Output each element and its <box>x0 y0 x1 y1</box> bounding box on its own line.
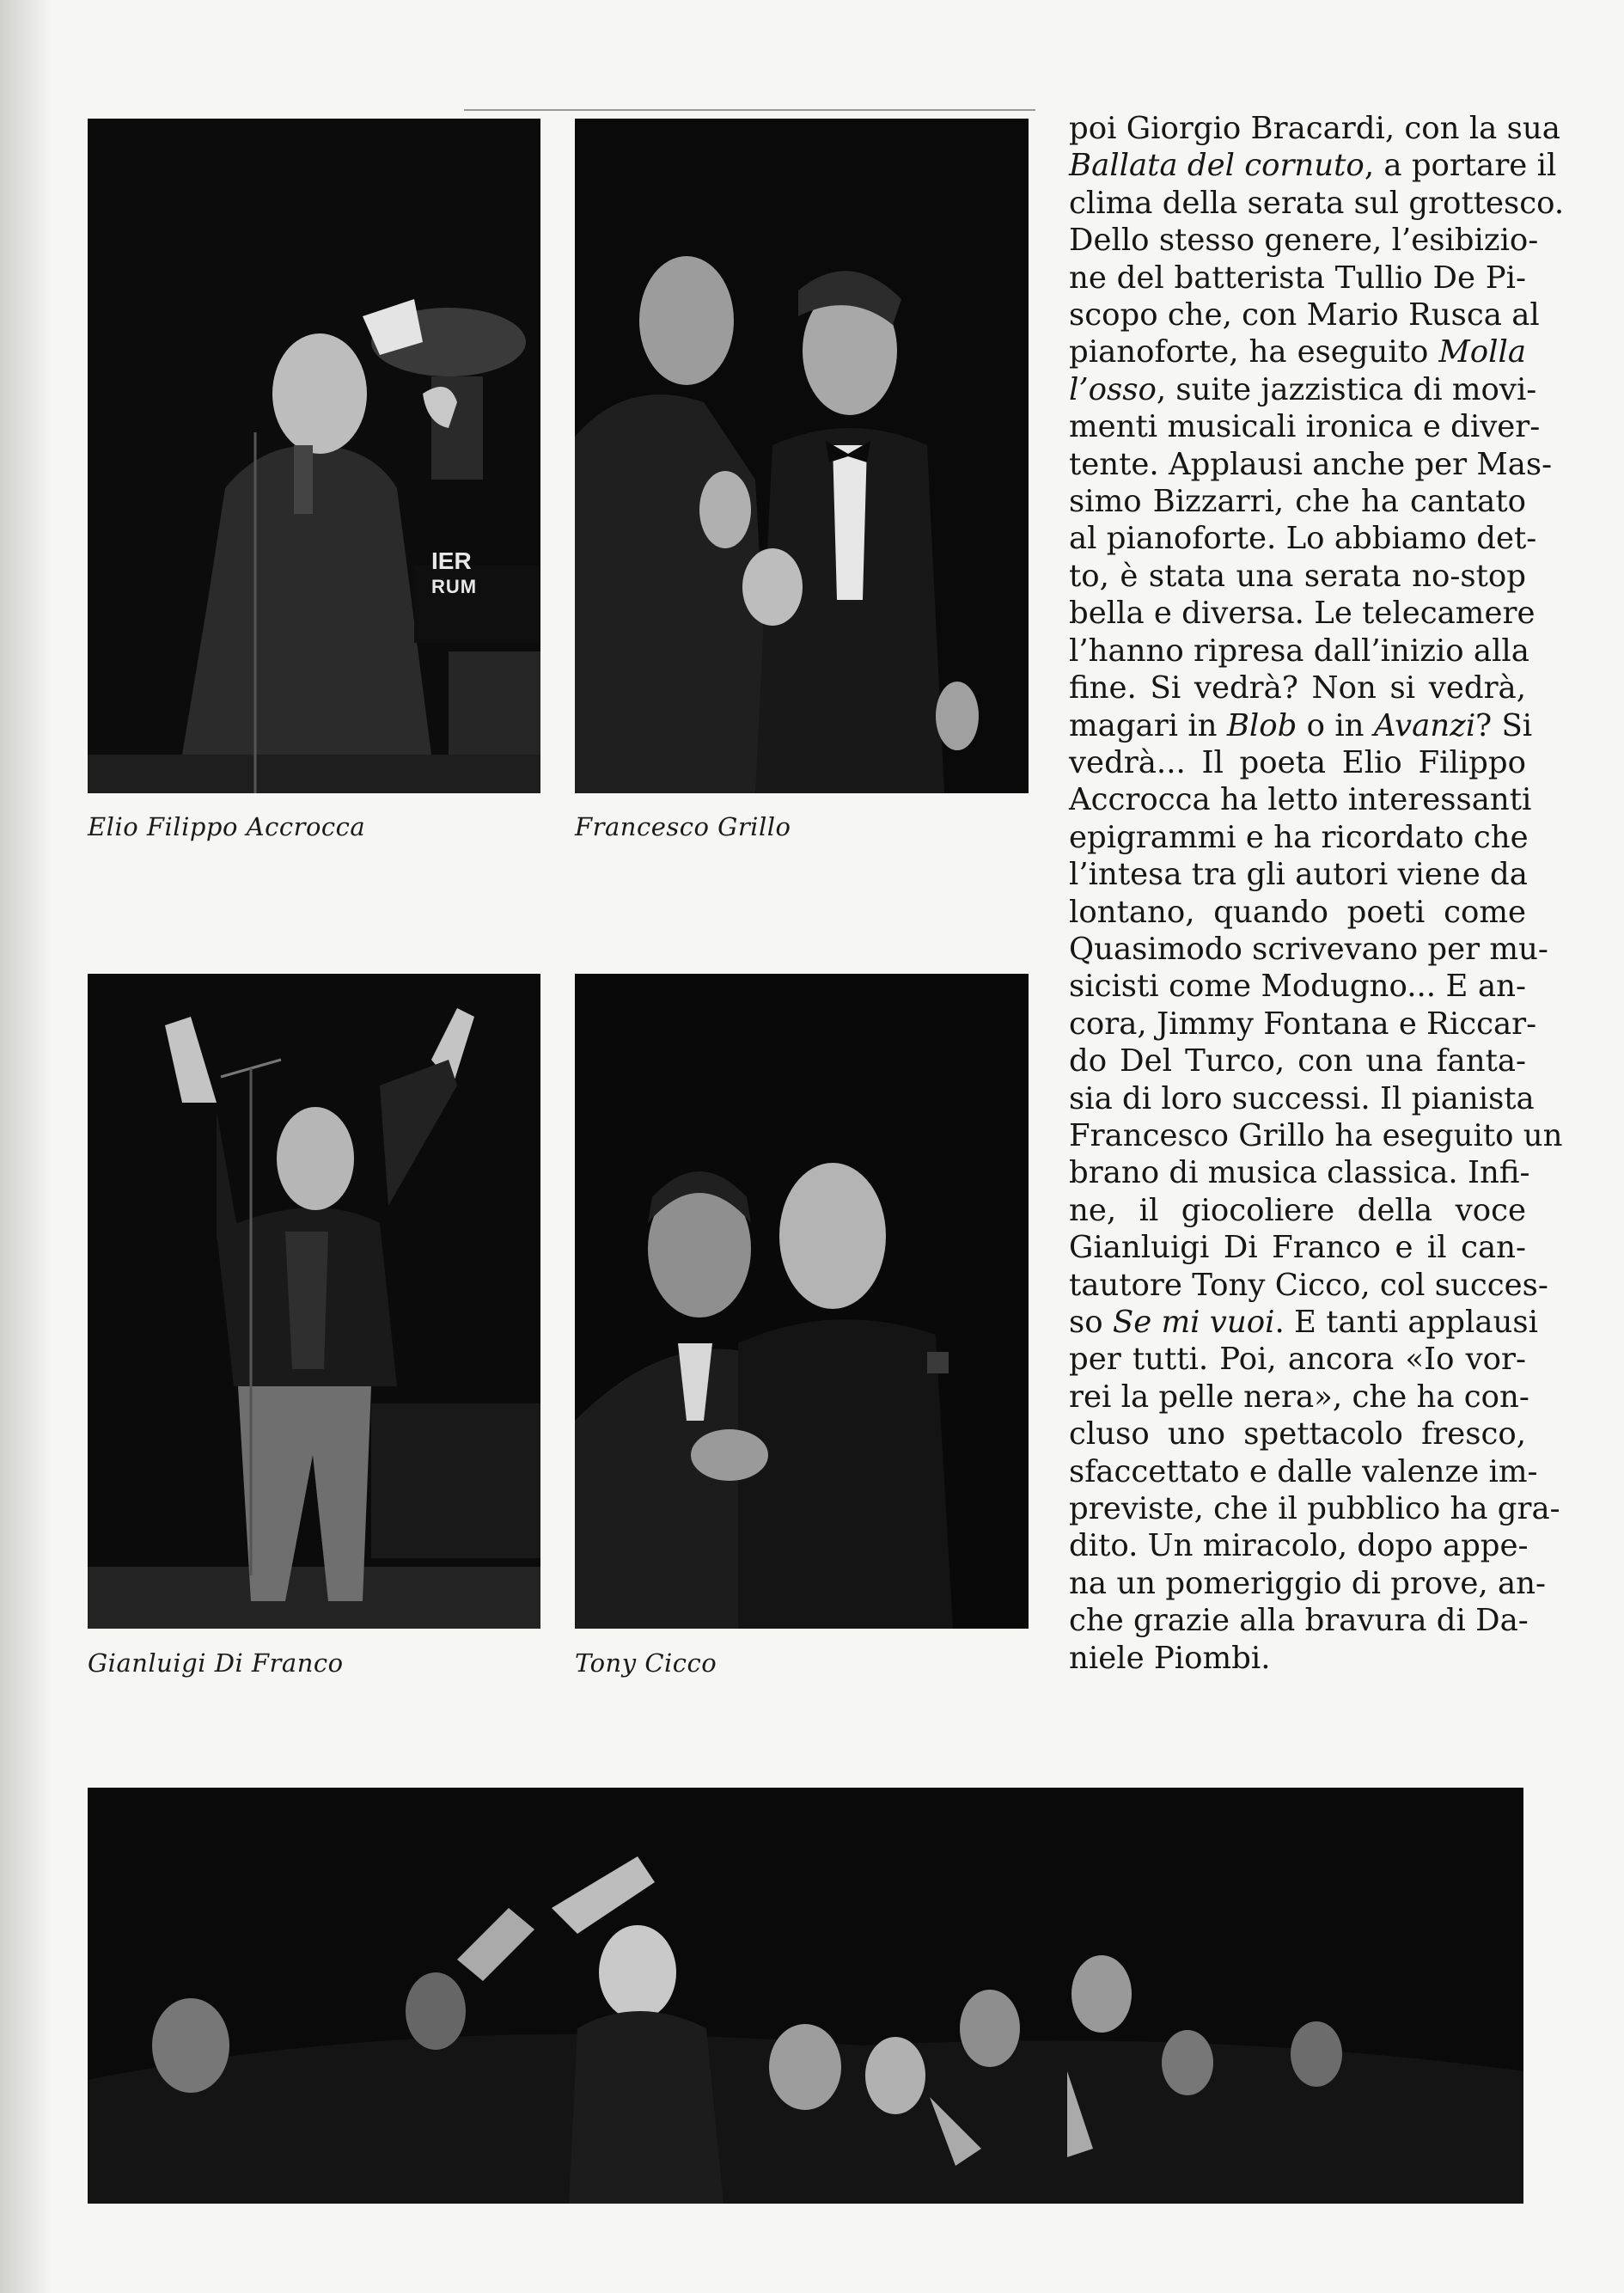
article-line: cora, Jimmy Fontana e Riccar- <box>1069 1006 1537 1042</box>
article-line: pianoforte, ha eseguito Molla <box>1069 334 1526 370</box>
article-line: ne, il giocoliere della voce <box>1069 1192 1526 1228</box>
article-line: l’intesa tra gli autori viene da <box>1069 857 1528 893</box>
article-line: tente. Applausi anche per Mas- <box>1069 446 1553 482</box>
article-line: Accrocca ha letto interessanti <box>1069 782 1532 818</box>
article-line: Francesco Grillo ha eseguito un <box>1069 1117 1563 1153</box>
caption-cicco: Tony Cicco <box>575 1648 717 1678</box>
photo-audience <box>88 1788 1523 2204</box>
photo-cicco <box>575 974 1029 1629</box>
article-line: Quasimodo scrivevano per mu- <box>1069 931 1548 967</box>
article-line: vedrà... Il poeta Elio Filippo <box>1069 744 1526 780</box>
article-line: Ballata del cornuto, a portare il <box>1069 148 1557 184</box>
article-line: ne del batterista Tullio De Pi- <box>1069 260 1526 296</box>
caption-accrocca: Elio Filippo Accrocca <box>88 812 366 841</box>
article-line: sia di loro successi. Il pianista <box>1069 1080 1535 1116</box>
article-line: che grazie alla bravura di Da- <box>1069 1603 1529 1639</box>
caption-difranco: Gianluigi Di Franco <box>88 1648 344 1678</box>
article-line: menti musicali ironica e diver- <box>1069 409 1541 445</box>
article-body <box>1069 110 1565 1677</box>
article-line: cluso uno spettacolo fresco, <box>1069 1416 1526 1452</box>
article-line: fine. Si vedrà? Non si vedrà, <box>1069 670 1526 706</box>
photo-difranco <box>88 974 540 1629</box>
article-line: clima della serata sul grottesco. <box>1069 185 1565 221</box>
top-rule <box>464 109 1035 111</box>
caption-grillo: Francesco Grillo <box>575 812 791 841</box>
article-line: poi Giorgio Bracardi, con la sua <box>1069 111 1560 146</box>
photo-grillo <box>575 119 1029 793</box>
stage-sign: IER RUM <box>431 547 478 597</box>
article-line: na un pomeriggio di prove, an- <box>1069 1565 1546 1601</box>
article-line: so Se mi vuoi. E tanti applausi <box>1069 1305 1538 1340</box>
article-line: l’osso, suite jazzistica di movi- <box>1069 371 1537 407</box>
article-line: do Del Turco, con una fanta- <box>1069 1043 1526 1079</box>
article-line: bella e diversa. Le telecamere <box>1069 596 1535 632</box>
article-line: Dello stesso genere, l’esibizio- <box>1069 223 1539 259</box>
article-line: previste, che il pubblico ha gra- <box>1069 1491 1560 1527</box>
article-line: l’hanno ripresa dall’inizio alla <box>1069 633 1529 669</box>
article-line: dito. Un miracolo, dopo appe- <box>1069 1528 1529 1564</box>
article-line: magari in Blob o in Avanzi? Si <box>1069 707 1533 743</box>
article-line: brano di musica classica. Infi- <box>1069 1155 1530 1191</box>
article-line: tautore Tony Cicco, col succes- <box>1069 1267 1548 1303</box>
article-line: scopo che, con Mario Rusca al <box>1069 297 1540 333</box>
page-binding-shadow <box>0 0 52 2293</box>
photo-accrocca <box>88 119 540 793</box>
article-line: al pianoforte. Lo abbiamo det- <box>1069 521 1537 557</box>
article-line: to, è stata una serata no-stop <box>1069 558 1526 594</box>
article-line: per tutti. Poi, ancora «Io vor- <box>1069 1342 1526 1378</box>
article-line: Gianluigi Di Franco e il can- <box>1069 1230 1526 1266</box>
article-line: epigrammi e ha ricordato che <box>1069 819 1529 855</box>
article-line: sicisti come Modugno... E an- <box>1069 969 1526 1005</box>
article-line: sfaccettato e dalle valenze im- <box>1069 1453 1538 1489</box>
article-line: rei la pelle nera», che ha con- <box>1069 1379 1529 1415</box>
article-line: simo Bizzarri, che ha cantato <box>1069 484 1526 520</box>
article-line: lontano, quando poeti come <box>1069 894 1526 930</box>
article-line: niele Piombi. <box>1069 1640 1271 1676</box>
